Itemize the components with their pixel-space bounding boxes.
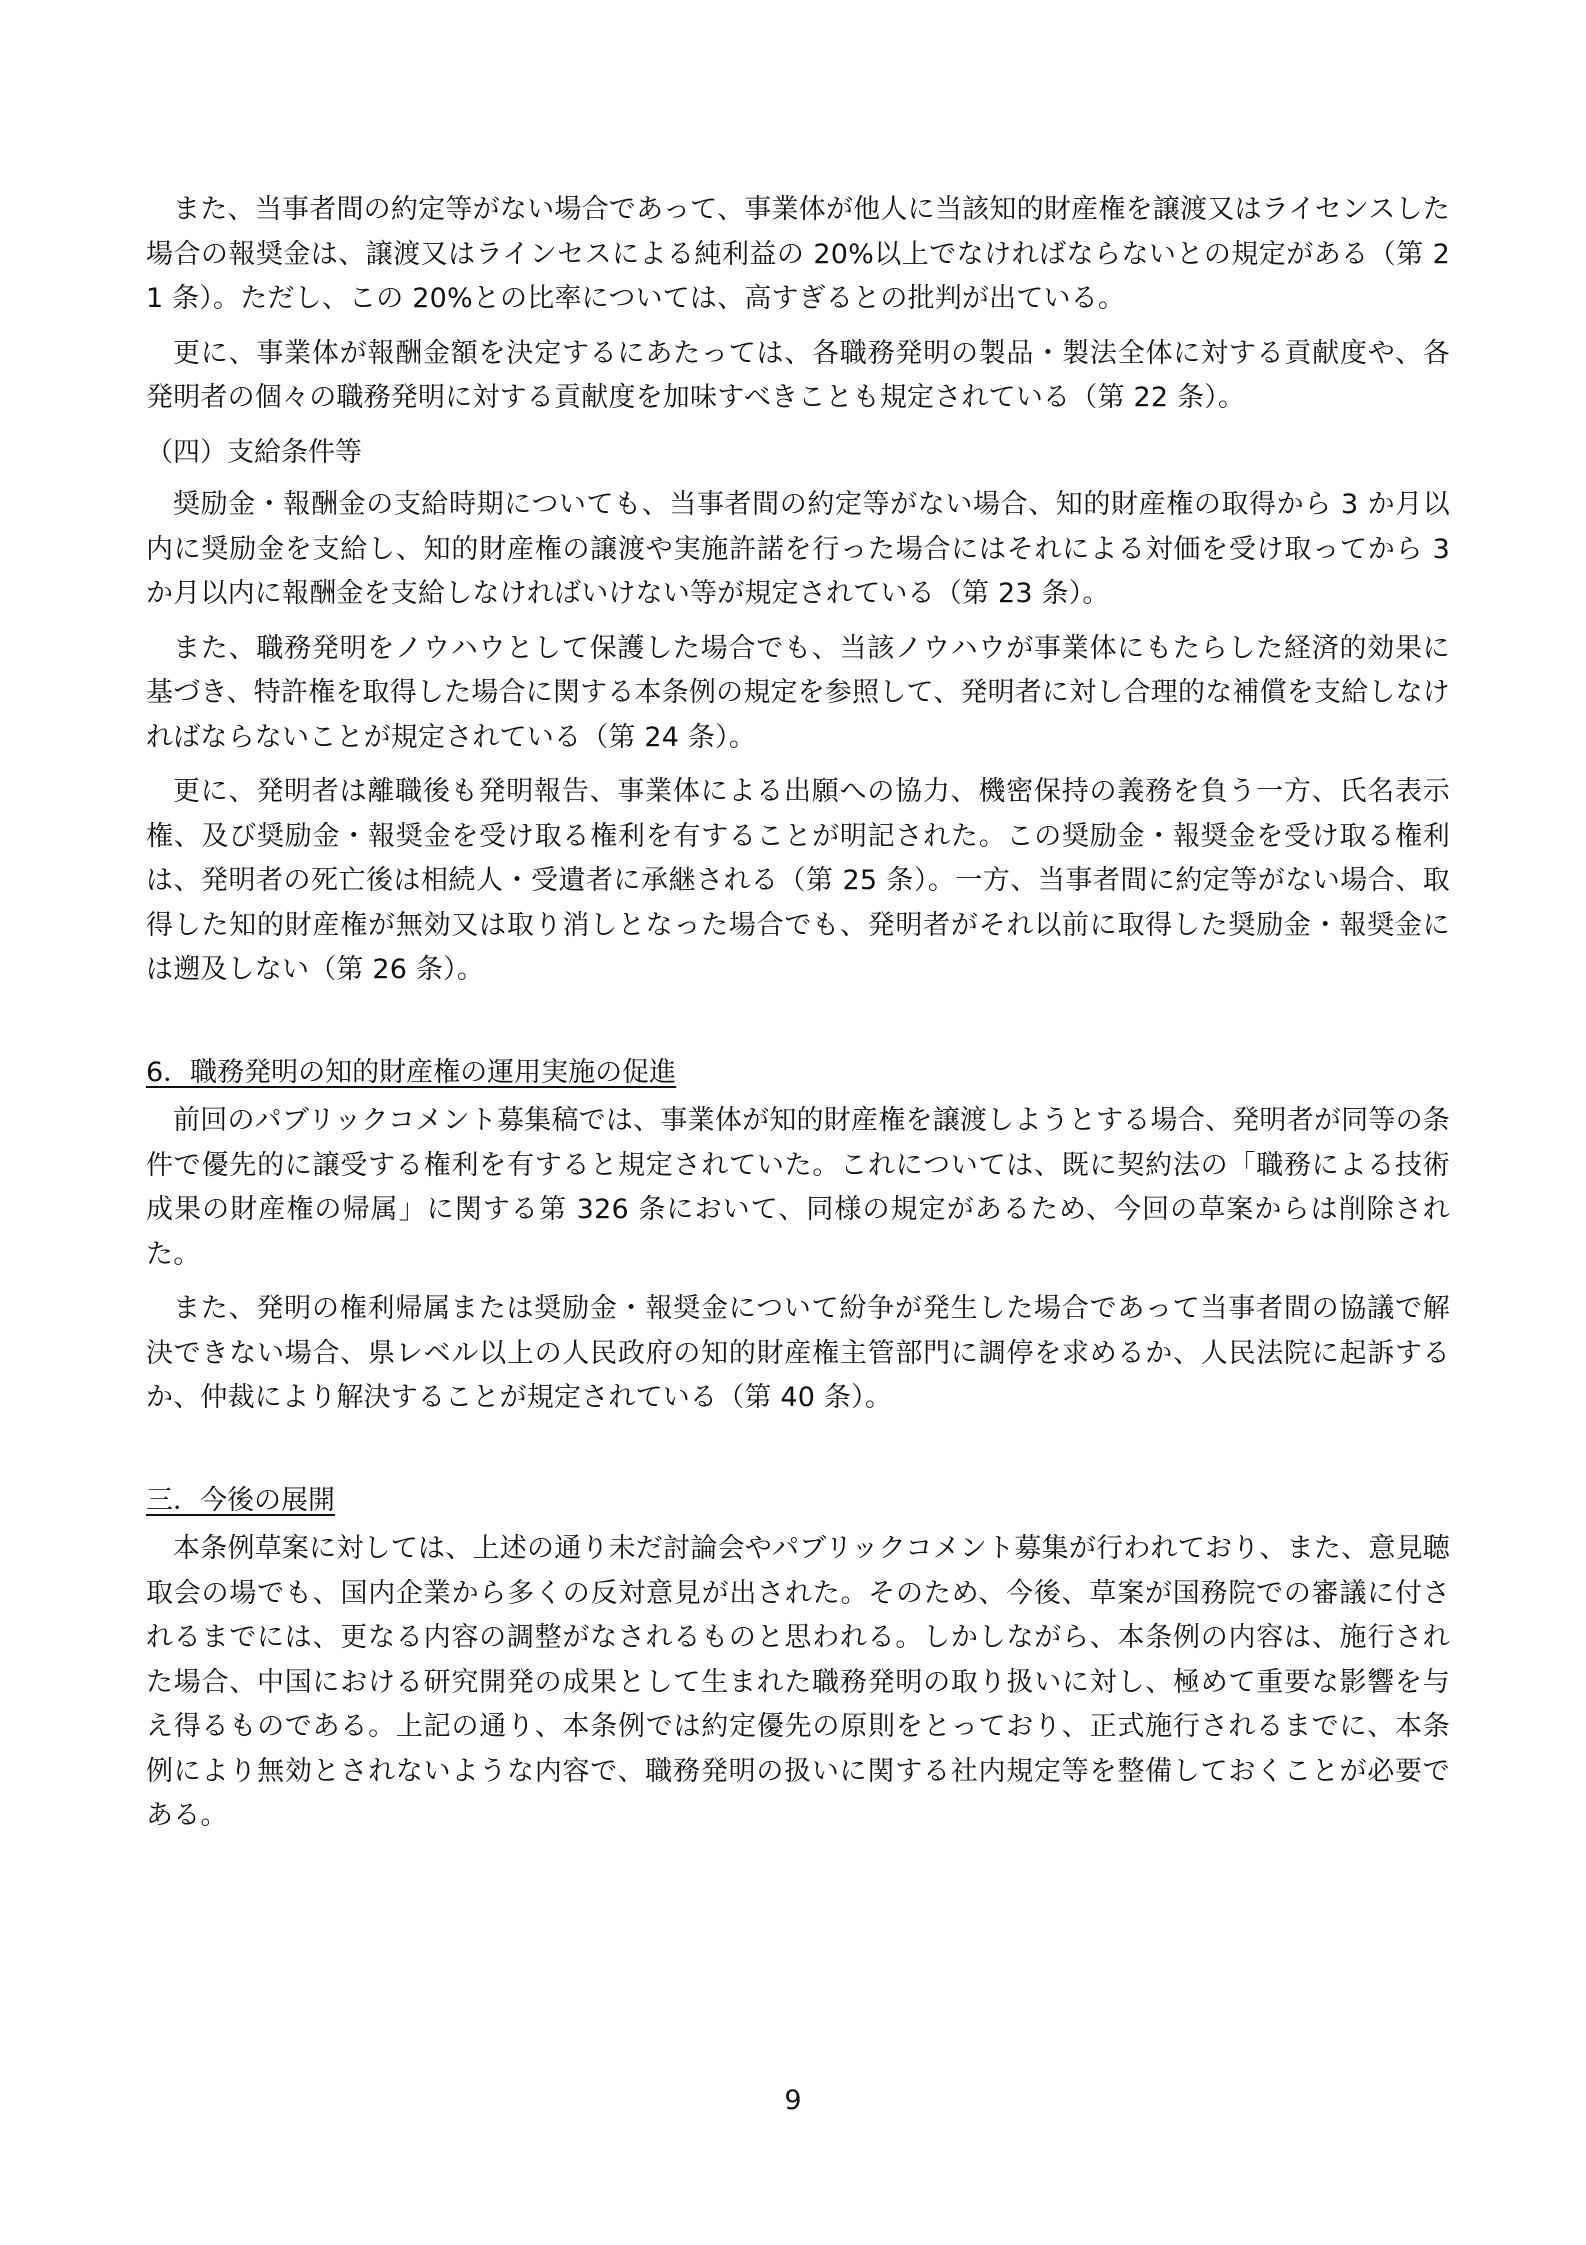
paragraph-knowhow: また、職務発明をノウハウとして保護した場合でも、当該ノウハウが事業体にもたらした経済的効果に基づき、特許権を取得した場合に関する本条例の規定を参照して、発明者に対し合理的な補償を支給しなければならないことが規定されている（第 24 条）。 xyxy=(146,632,1450,753)
paragraph-outlook: 本条例草案に対しては、上述の通り未だ討論会やパブリックコメント募集が行われており、また、意見聴取会の場でも、国内企業から多くの反対意見が出された。そのため、今後、草案が国務院での審議に付されるまでには、更なる内容の調整がなされるものと思われる。しかしながら、本条例の内容は、施行された場合、中国における研究開発の成果として生まれた職務発明の取り扱いに対し、極めて重要な影響を与え得るものである。上記の通り、本条例では約定優先の原則をとっており、正式施行されるまでに、本条例により無効とされないような内容で、職務発明の扱いに関する社内規定等を整備しておくことが必要である。 xyxy=(146,1533,1450,1831)
paragraph-contribution: 更に、事業体が報酬金額を決定するにあたっては、各職務発明の製品・製法全体に対する貢献度や、各発明者の個々の職務発明に対する貢献度を加味すべきことも規定されている（第 22 条）。 xyxy=(146,337,1450,413)
paragraph-inventor-rights: 更に、発明者は離職後も発明報告、事業体による出願への協力、機密保持の義務を負う一方、氏名表示権、及び奨励金・報奨金を受け取る権利を有することが明記された。この奨励金・報奨金を受け取る権利は、発明者の死亡後は相続人・受遺者に承継される（第 25 条）。一方、当事者間に約定等がない場合、取得した知的財産権が無効又は取り消しとなった場合でも、発明者がそれ以前に取得した奨励金・報奨金には遡及しない（第 26 条）。 xyxy=(146,776,1450,985)
paragraph-dispute-resolution: また、発明の権利帰属または奨励金・報奨金について紛争が発生した場合であって当事者間の協議で解決できない場合、県レベル以上の人民政府の知的財産権主管部門に調停を求めるか、人民法院に起訴するか、仲裁により解決することが規定されている（第 40 条）。 xyxy=(146,1293,1450,1413)
page-content xyxy=(146,188,1450,1849)
section-heading-outlook xyxy=(146,1479,1450,1524)
page-number: 9 xyxy=(784,2085,802,2116)
subsection-heading-payment-conditions: （四）支給条件等 xyxy=(146,436,362,468)
section-heading-outlook-text: 三．今後の展開 xyxy=(146,1484,335,1516)
section-heading-6-text: 6．職務発明の知的財産権の運用実施の促進 xyxy=(146,1056,677,1088)
paragraph-payment-timing: 奨励金・報酬金の支給時期についても、当事者間の約定等がない場合、知的財産権の取得から 3 か月以内に奨励金を支給し、知的財産権の譲渡や実施許諾を行った場合にはそれによる対価を受け取ってから 3 か月以内に報酬金を支給しなければいけない等が規定されている（第 23 条）。 xyxy=(146,489,1450,609)
paragraph-license-reward: また、当事者間の約定等がない場合であって、事業体が他人に当該知的財産権を譲渡又はライセンスした場合の報奨金は、譲渡又はラインセスによる純利益の 20%以上でなければならないとの規定がある（第 21 条）。ただし、この 20%との比率については、高すぎるとの批判が出ている。 xyxy=(146,194,1450,314)
section-heading-6 xyxy=(146,1051,1450,1096)
paragraph-preemptive-right: 前回のパブリックコメント募集稿では、事業体が知的財産権を譲渡しようとする場合、発明者が同等の条件で優先的に譲受する権利を有すると規定されていた。これについては、既に契約法の「職務による技術成果の財産権の帰属」に関する第 326 条において、同様の規定があるため、今回の草案からは削除された。 xyxy=(146,1105,1450,1270)
